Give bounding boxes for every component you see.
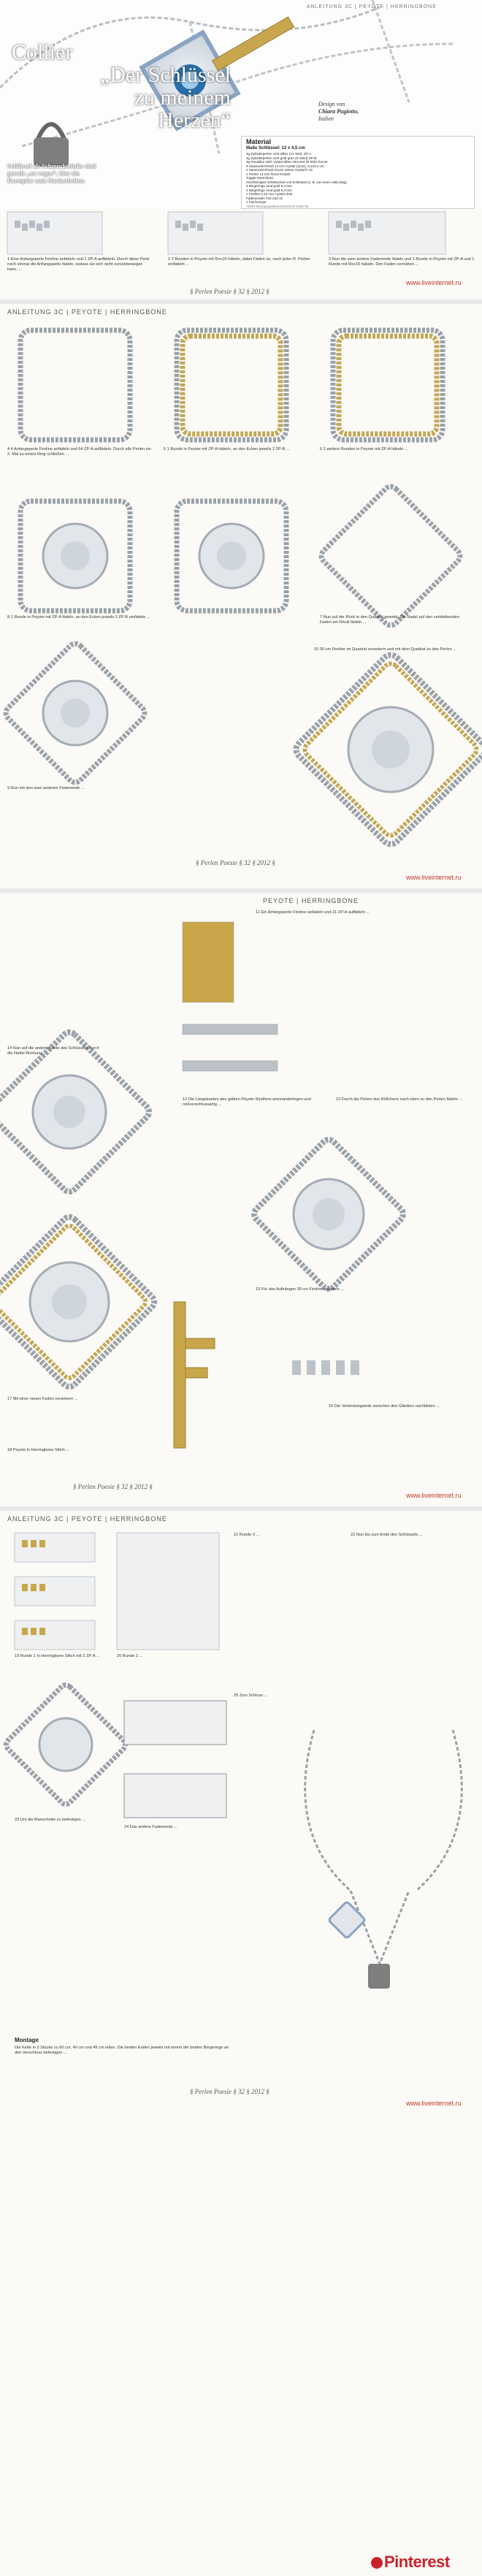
page-2-diagrams: [0, 304, 482, 888]
material-item: 4g Zylinderperlen 11/0 silber (A1 520), ZP-A: [246, 152, 312, 156]
design-label: Design von: [318, 101, 345, 107]
step-17-text: 17 Mit einer neuen Faden verankern ...: [7, 1397, 78, 1401]
material-box: [241, 136, 475, 209]
step-24-text: 24 Das andere Fadenende ...: [124, 1825, 177, 1829]
step-6-text: 6 2 weitere Runden in Peyote mit ZP-A häkeln ...: [320, 447, 408, 451]
material-item: 1 Flachzange: [246, 200, 267, 204]
step-18-text: 18 Peyote in Herringbone Stitch ...: [7, 1448, 70, 1452]
step-21-text: 21 Runde 3 ...: [234, 1533, 260, 1537]
cover-panel: [0, 0, 482, 209]
step-15-text: 15 Für das Aufhängen 30 cm Fireline anfädeln ...: [256, 1287, 344, 1292]
page-header: ANLEITUNG 3C | PEYOTE | HERRINGBONE: [307, 4, 437, 9]
page-2-header: ANLEITUNG 3C | PEYOTE | HERRINGBONE: [7, 308, 167, 316]
material-item: 8 Swarovski-Rivoli 14 mm crystal (1122), 6,2x3,3 cm: [246, 164, 324, 168]
page-4-header: ANLEITUNG 3C | PEYOTE | HERRINGBONE: [7, 1515, 167, 1523]
watermark: www.liveinternet.ru: [406, 279, 462, 286]
step-7-text: 7 Nun auf der Rück in den Quadrat gewebt. Die Nadel auf den verbleibenden Faden am Rivoli fädeln ...: [320, 615, 459, 625]
material-item: 2 Swarovski-Rivoli #1122 18mm crystal R 18: [246, 168, 313, 172]
watermark: www.liveinternet.ru: [406, 2100, 462, 2107]
step-10-text: 10 30 cm Fireline im Quadrat verankern und mit dem Quadrat zu den Perlen ...: [314, 647, 456, 652]
material-item: Herzförmiges Schlösschen mit Schlüssel (z. B. von einer Helly Bag): [246, 180, 347, 184]
material-item: 1 Perlen 14 mm Rund Kristall: [246, 172, 290, 176]
title-line-4: Herzen“: [158, 108, 231, 132]
designer-credit: [318, 101, 359, 123]
page-4: [0, 1511, 482, 2576]
montage-heading: Montage: [15, 2037, 39, 2043]
designer-country: Italien: [318, 115, 334, 122]
step-8-text: 8 1 Runde in Peyote mit ZP-A fädeln, an den Ecken jeweils 2 ZP-B einfädeln ...: [7, 615, 150, 620]
steps-strip-1: [0, 209, 482, 300]
page-4-footer: § Perlen Poesie § 32 § 2012 §: [190, 2088, 269, 2095]
title-line-2: „Der Schlüssel: [99, 63, 231, 87]
pinterest-save-button[interactable]: [371, 2553, 481, 2575]
page-4-diagrams: [0, 1511, 482, 2576]
material-list: [246, 152, 470, 208]
step-3-text: 3 Nun die zwei andere Fadenende fädeln und 1 Runde in Peyote mit ZP-A und 1 Runde mit Roc15 häkeln. Den Faden vernähen ...: [329, 257, 475, 267]
material-size: Maße Schlüssel: 12 x 4,5 cm: [246, 146, 305, 150]
page-2-footer: § Perlen Poesie § 32 § 2012 §: [196, 859, 275, 866]
page-3-footer: § Perlen Poesie § 32 § 2012 §: [73, 1483, 153, 1490]
cover-intro: Schlüssel als Schmuckstücke sind gerade „en vogue“, hier ein Exemplar zum Nacharbeiten.: [7, 162, 96, 184]
step-23-text: 23 Um die Manschette zu befestigen ...: [15, 1818, 86, 1822]
material-item: 1 Fireline 0,12 mm crystal clear: [246, 192, 293, 196]
step-5-text: 5 1 Runde in Peyote mit ZP-A häkeln, an den Ecken jeweils 2 ZP-B ...: [164, 447, 290, 451]
material-item: 4 Biegeringe rund gold 6,4 mm: [246, 184, 292, 188]
step-2-text: 2 2 Runden in Peyote mit Roc15 häkeln, dabei Fäden so, nach jeder R. Perlen einfädeln ...: [168, 257, 310, 267]
step-12-text: 12 Die Längskanten des gelben Peyote-Streifens aneinanderlegen und reißverschlussartig ...: [183, 1097, 311, 1107]
step-22-text: 22 Nun bis zum Ende des Schlüssels ...: [351, 1533, 423, 1537]
watermark: www.liveinternet.ru: [406, 1492, 462, 1499]
page-footer: § Perlen Poesie § 32 § 2012 §: [190, 288, 269, 295]
step-19-text: 19 Runde 1 in Herringbone Stitch mit 2 ZP-A ...: [15, 1654, 100, 1658]
step-13-text: 13 Durch die Perlen des Röllchens nach oben zu den Perlen fädeln ...: [336, 1097, 462, 1102]
title-line-1: Collier: [12, 40, 73, 64]
pinterest-icon: [371, 2557, 383, 2569]
material-item: 3g Rocailles 15/0 crystal silber mirrored (R 506) Roc15: [246, 160, 328, 164]
material-item: Toggle-Verschluss: [246, 176, 274, 180]
page-2: [0, 304, 482, 888]
page-3: [0, 893, 482, 1506]
page-3-header: PEYOTE | HERRINGBONE: [263, 897, 359, 904]
step-11-text: 11 Ein Anfangsperle Fireline anfädeln und 21 ZP-A auffädeln ...: [256, 910, 370, 915]
page-3-diagrams: [0, 893, 482, 1506]
montage-text: Die Kette in 3 Stücke zu 60 cm, 40 cm und 45 cm teilen. Die beiden Enden jeweils mit einem der beiden Biegeringe an den Verschluss befestigen ...: [15, 2046, 229, 2055]
step-25-text: 25 Zum Schluss ...: [234, 1693, 268, 1698]
material-item: 4g Zylinderperlen 11/0 gold grün (K 0264) ZP-B: [246, 156, 317, 160]
watermark: www.liveinternet.ru: [406, 874, 462, 881]
material-item: Fadenenden #10 und 12: [246, 196, 283, 200]
step-20-text: 20 Runde 2 ...: [117, 1654, 143, 1658]
material-item: 1 Biegeringe rund gold 5,4 mm: [246, 188, 292, 192]
material-heading: Material: [246, 138, 272, 145]
cover-title: [12, 41, 231, 132]
designer-name: Chiara Pugiotto,: [318, 108, 359, 115]
step-9-text: 9 Nun mit den zwei anderen Fadenende ...: [7, 786, 85, 790]
material-note: *siehe Bezugsquellenverzeichnis Seite 46: [246, 204, 309, 208]
step-1-text: 1 Eine Anfangsperle Fireline anfädeln und 1 ZP-A auffädeln. Durch diese Perle noch einmal die Anfangsperle fädeln, sodass sie sich nicht zurückbewegen kann. ...: [7, 257, 150, 272]
title-line-3: zu meinem: [134, 85, 231, 110]
pinterest-label: Pinterest: [384, 2553, 450, 2571]
step-14-text: 14 Nun auf die andere Kante des Schlüssels durch die Nadel Richtung ...: [7, 1046, 99, 1056]
step-4-text: 4 4 Anfangsperle Fireline anfädeln und 64 ZP-A auffädeln. Durch alle Perlen ein 2. Mal zu einem Ring schließen ...: [7, 447, 152, 457]
step-16-text: 16 Die Verbindungsteile zwischen den Gliedern nachbilden ...: [329, 1404, 440, 1409]
